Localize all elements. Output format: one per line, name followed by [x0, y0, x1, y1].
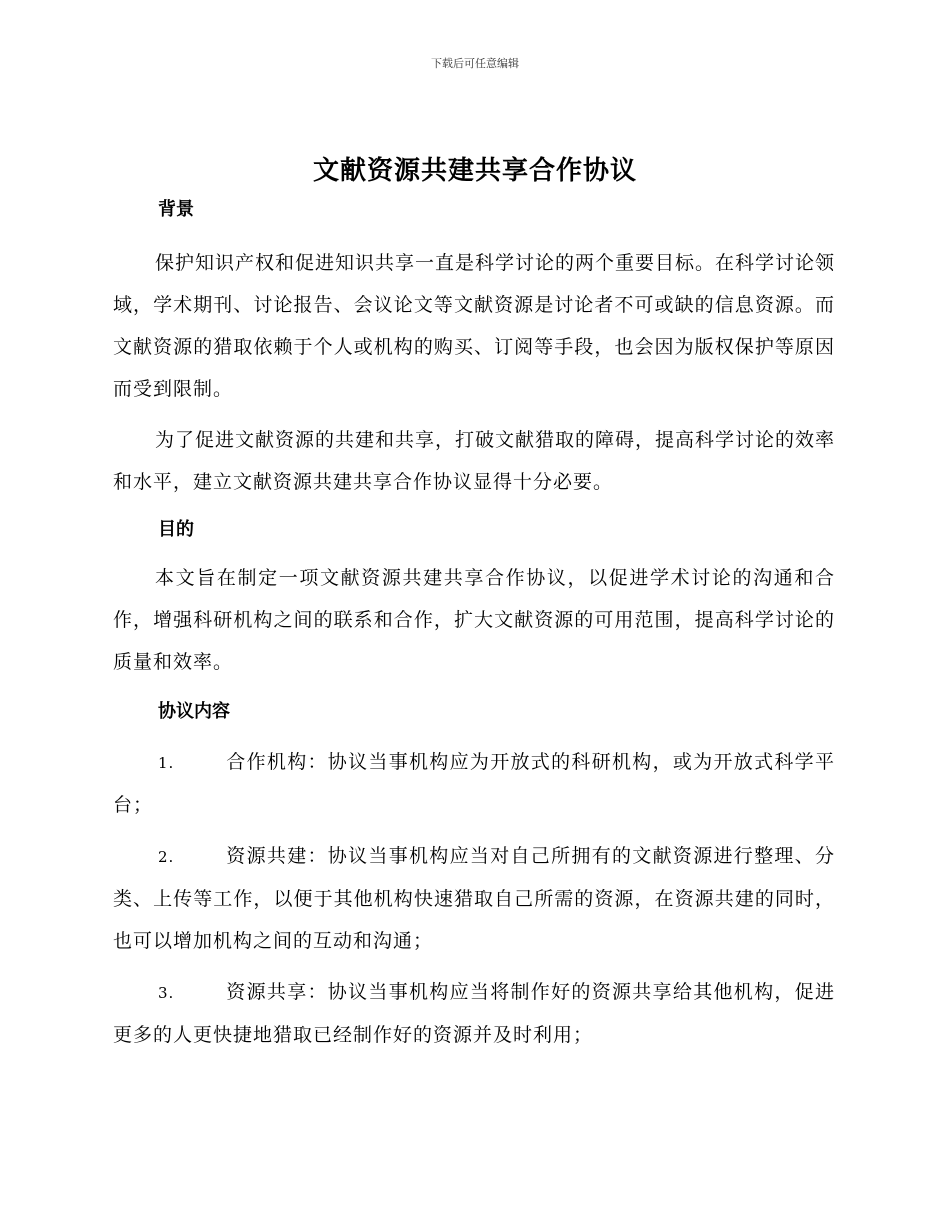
background-paragraph-1: 保护知识产权和促进知识共享一直是科学讨论的两个重要目标。在科学讨论领域，学术期刊、讨论报告、会议论文等文献资源是讨论者不可或缺的信息资源。而文献资源的猎取依赖于个人或机构的购买、订阅等手段，也会因为版权保护等原因而受到限制。 — [113, 252, 836, 400]
agreement-item-number: 3. — [158, 984, 175, 1002]
agreement-item-text: 合作机构：协议当事机构应为开放式的科研机构，或为开放式科学平台； — [113, 751, 835, 816]
purpose-paragraph-1: 本文旨在制定一项文献资源共建共享合作协议，以促进学术讨论的沟通和合作，增强科研机构之间的联系和合作，扩大文献资源的可用范围，提高科学讨论的质量和效率。 — [113, 567, 835, 673]
agreement-item-number: 2. — [158, 848, 175, 866]
section-heading-background: 背景 — [158, 199, 194, 220]
agreement-item — [113, 741, 835, 826]
section-heading-purpose: 目的 — [158, 519, 194, 540]
agreement-item-text: 资源共建：协议当事机构应当对自己所拥有的文献资源进行整理、分类、上传等工作，以便于其他机构快速猎取自己所需的资源，在资源共建的同时，也可以增加机构之间的互动和沟通； — [113, 845, 835, 952]
agreement-item — [113, 835, 835, 962]
agreement-item-number: 1. — [158, 754, 175, 772]
agreement-item — [113, 971, 835, 1056]
agreement-item-text: 资源共享：协议当事机构应当将制作好的资源共享给其他机构，促进更多的人更快捷地猎取已经制作好的资源并及时利用； — [113, 981, 835, 1046]
document-title: 文献资源共建共享合作协议 — [312, 156, 637, 186]
background-paragraph-2: 为了促进文献资源的共建和共享，打破文献猎取的障碍，提高科学讨论的效率和水平，建立文献资源共建共享合作协议显得十分必要。 — [113, 429, 836, 493]
section-heading-agreement: 协议内容 — [158, 701, 230, 722]
document-body — [113, 195, 835, 1056]
page-header-note: 下载后可任意编辑 — [431, 57, 519, 70]
